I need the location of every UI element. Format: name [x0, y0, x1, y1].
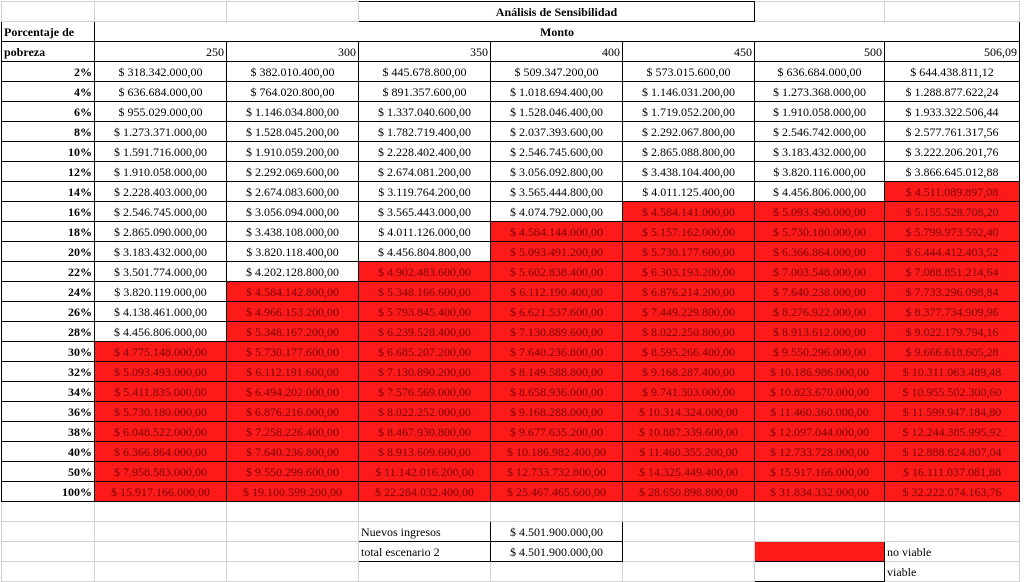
value-cell-viable: $ 2.546.745.600,00	[491, 142, 623, 162]
table-row	[2, 142, 1020, 162]
poverty-percent-cell: 26%	[2, 302, 95, 322]
value-cell-not-viable: $ 8.913.609.600,00	[359, 442, 491, 462]
value-cell-not-viable: $ 6.685.207.200,00	[359, 342, 491, 362]
value-cell-viable: $ 1.273.368.000,00	[755, 82, 885, 102]
value-cell-not-viable: $ 5.793.845.400,00	[359, 302, 491, 322]
value-cell-not-viable: $ 7.640.236.800,00	[491, 342, 623, 362]
summary-row	[2, 542, 1020, 562]
value-cell-not-viable: $ 25.467.465.600,00	[491, 482, 623, 502]
column-header: 400	[491, 42, 623, 62]
value-cell-not-viable: $ 6.366.864.000,00	[95, 442, 227, 462]
value-cell-viable: $ 2.292.069.600,00	[227, 162, 359, 182]
value-cell-not-viable: $ 5.093.490.000,00	[755, 202, 885, 222]
value-cell-not-viable: $ 7.449.229.800,00	[623, 302, 755, 322]
value-cell-viable: $ 2.228.402.400,00	[359, 142, 491, 162]
value-cell-not-viable: $ 6.112.191.600,00	[227, 362, 359, 382]
value-cell-viable: $ 4.456.806.000,00	[755, 182, 885, 202]
table-row	[2, 482, 1020, 502]
poverty-percent-cell: 22%	[2, 262, 95, 282]
value-cell-not-viable: $ 9.022.179.794,16	[885, 322, 1020, 342]
value-cell-viable: $ 509.347.200,00	[491, 62, 623, 82]
poverty-percent-cell: 18%	[2, 222, 95, 242]
value-cell-viable: $ 2.546.742.000,00	[755, 122, 885, 142]
value-cell-not-viable: $ 12.733.732.800,00	[491, 462, 623, 482]
value-cell-viable: $ 3.119.764.200,00	[359, 182, 491, 202]
value-cell-viable: $ 636.684.000,00	[95, 82, 227, 102]
value-cell-not-viable: $ 6.303.193.200,00	[623, 262, 755, 282]
value-cell-not-viable: $ 9.666.618.605,28	[885, 342, 1020, 362]
table-row	[2, 322, 1020, 342]
value-cell-not-viable: $ 5.730.180.000,00	[95, 402, 227, 422]
value-cell-viable: $ 764.020.800,00	[227, 82, 359, 102]
table-row	[2, 122, 1020, 142]
value-cell-not-viable: $ 28.650.898.800,00	[623, 482, 755, 502]
table-row	[2, 242, 1020, 262]
legend-swatch-not-viable	[755, 542, 885, 562]
table-row	[2, 182, 1020, 202]
value-cell-viable: $ 1.782.719.400,00	[359, 122, 491, 142]
value-cell-viable: $ 3.056.094.000,00	[227, 202, 359, 222]
value-cell-not-viable: $ 10.823.670.000,00	[755, 382, 885, 402]
poverty-percent-cell: 28%	[2, 322, 95, 342]
poverty-percent-cell: 38%	[2, 422, 95, 442]
value-cell-not-viable: $ 8.913.612.000,00	[755, 322, 885, 342]
value-cell-not-viable: $ 9.677.635.200,00	[491, 422, 623, 442]
value-cell-viable: $ 1.528.045.200,00	[227, 122, 359, 142]
poverty-percent-cell: 2%	[2, 62, 95, 82]
value-cell-viable: $ 4.456.806.000,00	[95, 322, 227, 342]
value-cell-not-viable: $ 5.730.177.600,00	[227, 342, 359, 362]
poverty-percent-cell: 30%	[2, 342, 95, 362]
value-cell-not-viable: $ 6.876.216.000,00	[227, 402, 359, 422]
value-cell-viable: $ 4.011.126.000,00	[359, 222, 491, 242]
value-cell-not-viable: $ 4.775.148.000,00	[95, 342, 227, 362]
table-row	[2, 202, 1020, 222]
value-cell-not-viable: $ 12.244.385.995,92	[885, 422, 1020, 442]
poverty-percent-cell: 24%	[2, 282, 95, 302]
value-cell-not-viable: $ 4.966.153.200,00	[227, 302, 359, 322]
column-header: 300	[227, 42, 359, 62]
value-cell-not-viable: $ 6.239.528.400,00	[359, 322, 491, 342]
value-cell-viable: $ 1.337.040.600,00	[359, 102, 491, 122]
poverty-percent-cell: 20%	[2, 242, 95, 262]
value-cell-not-viable: $ 4.584.142.800,00	[227, 282, 359, 302]
value-cell-viable: $ 3.056.092.800,00	[491, 162, 623, 182]
monto-header: Monto	[95, 22, 1020, 42]
value-cell-not-viable: $ 11.460.360.000,00	[755, 402, 885, 422]
poverty-percent-cell: 50%	[2, 462, 95, 482]
table-row	[2, 302, 1020, 322]
value-cell-not-viable: $ 9.550.296.000,00	[755, 342, 885, 362]
value-cell-not-viable: $ 8.276.922.000,00	[755, 302, 885, 322]
value-cell-not-viable: $ 6.494.202.000,00	[227, 382, 359, 402]
table-row	[2, 102, 1020, 122]
value-cell-not-viable: $ 14.325.449.400,00	[623, 462, 755, 482]
value-cell-viable: $ 1.018.694.400,00	[491, 82, 623, 102]
value-cell-not-viable: $ 8.595.266.400,00	[623, 342, 755, 362]
row-header-label-1: Porcentaje de	[2, 22, 95, 42]
value-cell-viable: $ 1.910.058.000,00	[755, 102, 885, 122]
spacer-row	[2, 502, 1020, 522]
value-cell-not-viable: $ 12.733.728.000,00	[755, 442, 885, 462]
table-row	[2, 342, 1020, 362]
value-cell-not-viable: $ 15.917.166.000,00	[95, 482, 227, 502]
legend-row	[2, 562, 1020, 582]
value-cell-viable: $ 1.591.716.000,00	[95, 142, 227, 162]
value-cell-viable: $ 1.910.059.200,00	[227, 142, 359, 162]
value-cell-viable: $ 2.577.761.317,56	[885, 122, 1020, 142]
value-cell-viable: $ 382.010.400,00	[227, 62, 359, 82]
value-cell-viable: $ 3.820.118.400,00	[227, 242, 359, 262]
value-cell-not-viable: $ 11.599.947.184,80	[885, 402, 1020, 422]
poverty-percent-cell: 14%	[2, 182, 95, 202]
value-cell-viable: $ 3.820.116.000,00	[755, 162, 885, 182]
value-cell-viable: $ 3.565.444.800,00	[491, 182, 623, 202]
value-cell-viable: $ 3.438.108.000,00	[227, 222, 359, 242]
value-cell-viable: $ 2.228.403.000,00	[95, 182, 227, 202]
value-cell-not-viable: $ 5.093.491.200,00	[491, 242, 623, 262]
value-cell-not-viable: $ 7.958.583.000,00	[95, 462, 227, 482]
legend-label-viable: viable	[885, 562, 1020, 582]
table-title: Análisis de Sensibilidad	[359, 2, 755, 22]
value-cell-viable: $ 2.865.090.000,00	[95, 222, 227, 242]
value-cell-not-viable: $ 8.467.930.800,00	[359, 422, 491, 442]
poverty-percent-cell: 36%	[2, 402, 95, 422]
value-cell-viable: $ 4.011.125.400,00	[623, 182, 755, 202]
value-cell-viable: $ 573.015.600,00	[623, 62, 755, 82]
value-cell-not-viable: $ 4.902.483.600,00	[359, 262, 491, 282]
value-cell-viable: $ 2.546.745.000,00	[95, 202, 227, 222]
value-cell-viable: $ 3.565.443.000,00	[359, 202, 491, 222]
value-cell-viable: $ 3.183.432.000,00	[95, 242, 227, 262]
poverty-percent-cell: 6%	[2, 102, 95, 122]
value-cell-not-viable: $ 11.460.355.200,00	[623, 442, 755, 462]
value-cell-viable: $ 1.910.058.000,00	[95, 162, 227, 182]
summary-value: $ 4.501.900.000,00	[491, 522, 623, 542]
poverty-percent-cell: 100%	[2, 482, 95, 502]
summary-label: total escenario 2	[359, 542, 491, 562]
value-cell-not-viable: $ 5.348.167.200,00	[227, 322, 359, 342]
legend-swatch-viable	[755, 562, 885, 582]
value-cell-not-viable: $ 12.888.824.807,04	[885, 442, 1020, 462]
value-cell-not-viable: $ 8.658.936.000,00	[491, 382, 623, 402]
table-row	[2, 422, 1020, 442]
table-row	[2, 62, 1020, 82]
value-cell-not-viable: $ 10.311.063.489,48	[885, 362, 1020, 382]
value-cell-not-viable: $ 10.186.982.400,00	[491, 442, 623, 462]
row-header-label-2: pobreza	[2, 42, 95, 62]
value-cell-not-viable: $ 7.640.238.000,00	[755, 282, 885, 302]
value-cell-not-viable: $ 15.917.166.000,00	[755, 462, 885, 482]
value-cell-viable: $ 4.456.804.800,00	[359, 242, 491, 262]
value-cell-not-viable: $ 11.142.016.200,00	[359, 462, 491, 482]
value-cell-viable: $ 2.674.083.600,00	[227, 182, 359, 202]
value-cell-not-viable: $ 5.157.162.000,00	[623, 222, 755, 242]
value-cell-not-viable: $ 9.550.299.600,00	[227, 462, 359, 482]
value-cell-viable: $ 1.719.052.200,00	[623, 102, 755, 122]
table-row	[2, 282, 1020, 302]
value-cell-not-viable: $ 5.730.180.000,00	[755, 222, 885, 242]
value-cell-not-viable: $ 9.741.303.000,00	[623, 382, 755, 402]
value-cell-viable: $ 4.074.792.000,00	[491, 202, 623, 222]
value-cell-not-viable: $ 6.621.537.600,00	[491, 302, 623, 322]
value-cell-not-viable: $ 10.186.986.000,00	[755, 362, 885, 382]
poverty-percent-cell: 4%	[2, 82, 95, 102]
value-cell-not-viable: $ 12.097.044.000,00	[755, 422, 885, 442]
value-cell-not-viable: $ 10.955.502.300,60	[885, 382, 1020, 402]
table-row	[2, 382, 1020, 402]
poverty-percent-cell: 34%	[2, 382, 95, 402]
value-cell-viable: $ 955.029.000,00	[95, 102, 227, 122]
column-header: 350	[359, 42, 491, 62]
table-row	[2, 262, 1020, 282]
value-cell-not-viable: $ 6.048.522.000,00	[95, 422, 227, 442]
value-cell-not-viable: $ 7.003.548.000,00	[755, 262, 885, 282]
value-cell-viable: $ 891.357.600,00	[359, 82, 491, 102]
value-cell-not-viable: $ 22.284.032.400,00	[359, 482, 491, 502]
group-header-row	[2, 22, 1020, 42]
value-cell-not-viable: $ 5.602.838.400,00	[491, 262, 623, 282]
value-cell-not-viable: $ 7.088.851.214,64	[885, 262, 1020, 282]
table-row	[2, 82, 1020, 102]
table-row	[2, 162, 1020, 182]
value-cell-viable: $ 3.820.119.000,00	[95, 282, 227, 302]
value-cell-not-viable: $ 9.168.287.400,00	[623, 362, 755, 382]
value-cell-not-viable: $ 7.258.226.400,00	[227, 422, 359, 442]
value-cell-not-viable: $ 8.149.588.800,00	[491, 362, 623, 382]
table-row	[2, 442, 1020, 462]
value-cell-not-viable: $ 9.168.288.000,00	[491, 402, 623, 422]
value-cell-not-viable: $ 7.733.296.098,84	[885, 282, 1020, 302]
column-header: 250	[95, 42, 227, 62]
value-cell-viable: $ 445.678.800,00	[359, 62, 491, 82]
value-cell-not-viable: $ 5.155.528.708,20	[885, 202, 1020, 222]
value-cell-not-viable: $ 5.799.973.592,40	[885, 222, 1020, 242]
value-cell-not-viable: $ 6.876.214.200,00	[623, 282, 755, 302]
value-cell-viable: $ 1.933.322.506,44	[885, 102, 1020, 122]
value-cell-not-viable: $ 6.366.864.000,00	[755, 242, 885, 262]
value-cell-not-viable: $ 4.584.141.000,00	[623, 202, 755, 222]
value-cell-not-viable: $ 8.022.250.800,00	[623, 322, 755, 342]
sensitivity-sheet	[1, 1, 1020, 582]
column-header: 506,09	[885, 42, 1020, 62]
value-cell-not-viable: $ 10.314.324.000,00	[623, 402, 755, 422]
value-cell-viable: $ 1.288.877.622,24	[885, 82, 1020, 102]
poverty-percent-cell: 40%	[2, 442, 95, 462]
value-cell-viable: $ 4.202.128.800,00	[227, 262, 359, 282]
value-cell-viable: $ 1.146.034.800,00	[227, 102, 359, 122]
poverty-percent-cell: 12%	[2, 162, 95, 182]
summary-label: Nuevos ingresos	[359, 522, 491, 542]
value-cell-viable: $ 3.501.774.000,00	[95, 262, 227, 282]
value-cell-not-viable: $ 10.887.339.600,00	[623, 422, 755, 442]
value-cell-viable: $ 3.866.645.012,88	[885, 162, 1020, 182]
summary-row	[2, 522, 1020, 542]
sensitivity-table	[1, 1, 1020, 582]
value-cell-not-viable: $ 16.111.037.081,88	[885, 462, 1020, 482]
value-cell-viable: $ 644.438.811,12	[885, 62, 1020, 82]
value-cell-viable: $ 3.222.206.201,76	[885, 142, 1020, 162]
column-header: 450	[623, 42, 755, 62]
poverty-percent-cell: 10%	[2, 142, 95, 162]
value-cell-not-viable: $ 7.130.890.200,00	[359, 362, 491, 382]
value-cell-viable: $ 2.037.393.600,00	[491, 122, 623, 142]
value-cell-viable: $ 1.528.046.400,00	[491, 102, 623, 122]
value-cell-viable: $ 2.674.081.200,00	[359, 162, 491, 182]
value-cell-viable: $ 3.183.432.000,00	[755, 142, 885, 162]
value-cell-not-viable: $ 5.093.493.000,00	[95, 362, 227, 382]
value-cell-not-viable: $ 8.022.252.000,00	[359, 402, 491, 422]
value-cell-viable: $ 4.138.461.000,00	[95, 302, 227, 322]
table-row	[2, 362, 1020, 382]
value-cell-viable: $ 636.684.000,00	[755, 62, 885, 82]
value-cell-not-viable: $ 5.411.835.000,00	[95, 382, 227, 402]
value-cell-not-viable: $ 7.130.889.600,00	[491, 322, 623, 342]
poverty-percent-cell: 32%	[2, 362, 95, 382]
table-row	[2, 402, 1020, 422]
value-cell-not-viable: $ 31.834.332.000,00	[755, 482, 885, 502]
value-cell-not-viable: $ 4.584.144.000,00	[491, 222, 623, 242]
value-cell-not-viable: $ 4.511.089.897,08	[885, 182, 1020, 202]
table-row	[2, 222, 1020, 242]
column-header: 500	[755, 42, 885, 62]
value-cell-viable: $ 3.438.104.400,00	[623, 162, 755, 182]
table-row	[2, 462, 1020, 482]
title-row	[2, 2, 1020, 22]
value-cell-not-viable: $ 6.112.190.400,00	[491, 282, 623, 302]
value-cell-not-viable: $ 32.222.074.163,76	[885, 482, 1020, 502]
value-cell-not-viable: $ 5.348.166.600,00	[359, 282, 491, 302]
value-cell-viable: $ 1.146.031.200,00	[623, 82, 755, 102]
summary-value: $ 4.501.900.000,00	[491, 542, 623, 562]
column-header-row	[2, 42, 1020, 62]
value-cell-viable: $ 318.342.000,00	[95, 62, 227, 82]
legend-label-not-viable: no viable	[885, 542, 1020, 562]
poverty-percent-cell: 16%	[2, 202, 95, 222]
value-cell-not-viable: $ 8.377.734.909,96	[885, 302, 1020, 322]
value-cell-not-viable: $ 19.100.599.200,00	[227, 482, 359, 502]
value-cell-not-viable: $ 5.730.177.600,00	[623, 242, 755, 262]
value-cell-not-viable: $ 6.444.412.403,52	[885, 242, 1020, 262]
value-cell-viable: $ 2.292.067.800,00	[623, 122, 755, 142]
value-cell-not-viable: $ 7.640.236.800,00	[227, 442, 359, 462]
poverty-percent-cell: 8%	[2, 122, 95, 142]
value-cell-viable: $ 2.865.088.800,00	[623, 142, 755, 162]
value-cell-not-viable: $ 7.576.569.000,00	[359, 382, 491, 402]
value-cell-viable: $ 1.273.371.000,00	[95, 122, 227, 142]
